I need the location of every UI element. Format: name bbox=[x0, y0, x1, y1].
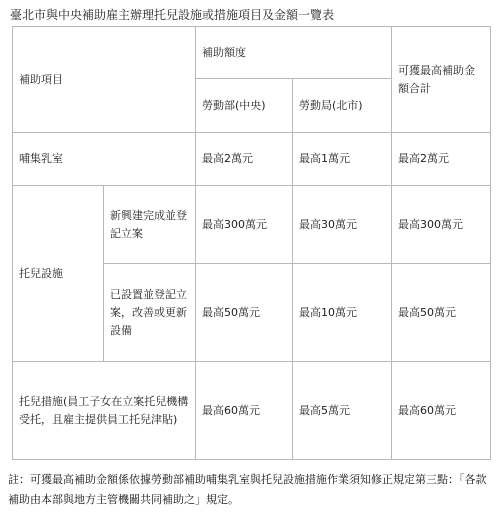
cell-new-facility-ministry: 最高300萬元 bbox=[196, 186, 293, 264]
header-item: 補助項目 bbox=[13, 27, 196, 133]
cell-childcare-measure-ministry: 最高60萬元 bbox=[196, 362, 293, 460]
cell-new-facility-bureau: 最高30萬元 bbox=[293, 186, 392, 264]
cell-existing-facility-bureau: 最高10萬元 bbox=[293, 264, 392, 362]
header-labor-ministry: 勞動部(中央) bbox=[196, 79, 293, 133]
cell-existing-facility-ministry: 最高50萬元 bbox=[196, 264, 293, 362]
cell-childcare-measure-bureau: 最高5萬元 bbox=[293, 362, 392, 460]
cell-childcare-measure-total: 最高60萬元 bbox=[392, 362, 491, 460]
footnote: 註：可獲最高補助金額係依據勞動部補助哺集乳室與托兒設施措施作業須知修正規定第三點：「各款補助由本部與地方主管機關共同補助之」規定。 bbox=[8, 473, 487, 506]
header-max-total: 可獲最高補助金額合計 bbox=[392, 27, 491, 133]
row-label-nursing-room: 哺集乳室 bbox=[13, 133, 196, 186]
sub-label-new-facility: 新興建完成並登記立案 bbox=[104, 186, 196, 264]
row-label-childcare-facility: 托兒設施 bbox=[13, 186, 104, 362]
row-label-childcare-measure: 托兒措施(員工子女在立案托兒機構受托，且雇主提供員工托兒津貼) bbox=[13, 362, 196, 460]
header-subsidy-amount: 補助額度 bbox=[196, 27, 392, 79]
cell-nursing-room-bureau: 最高1萬元 bbox=[293, 133, 392, 186]
cell-nursing-room-ministry: 最高2萬元 bbox=[196, 133, 293, 186]
cell-new-facility-total: 最高300萬元 bbox=[392, 186, 491, 264]
header-labor-bureau: 勞動局(北市) bbox=[293, 79, 392, 133]
subsidy-table bbox=[12, 26, 491, 460]
cell-existing-facility-total: 最高50萬元 bbox=[392, 264, 491, 362]
page-title: 臺北市與中央補助雇主辦理托兒設施或措施項目及金額一覽表 bbox=[10, 8, 335, 22]
cell-nursing-room-total: 最高2萬元 bbox=[392, 133, 491, 186]
sub-label-existing-facility: 已設置並登記立案，改善或更新設備 bbox=[104, 264, 196, 362]
